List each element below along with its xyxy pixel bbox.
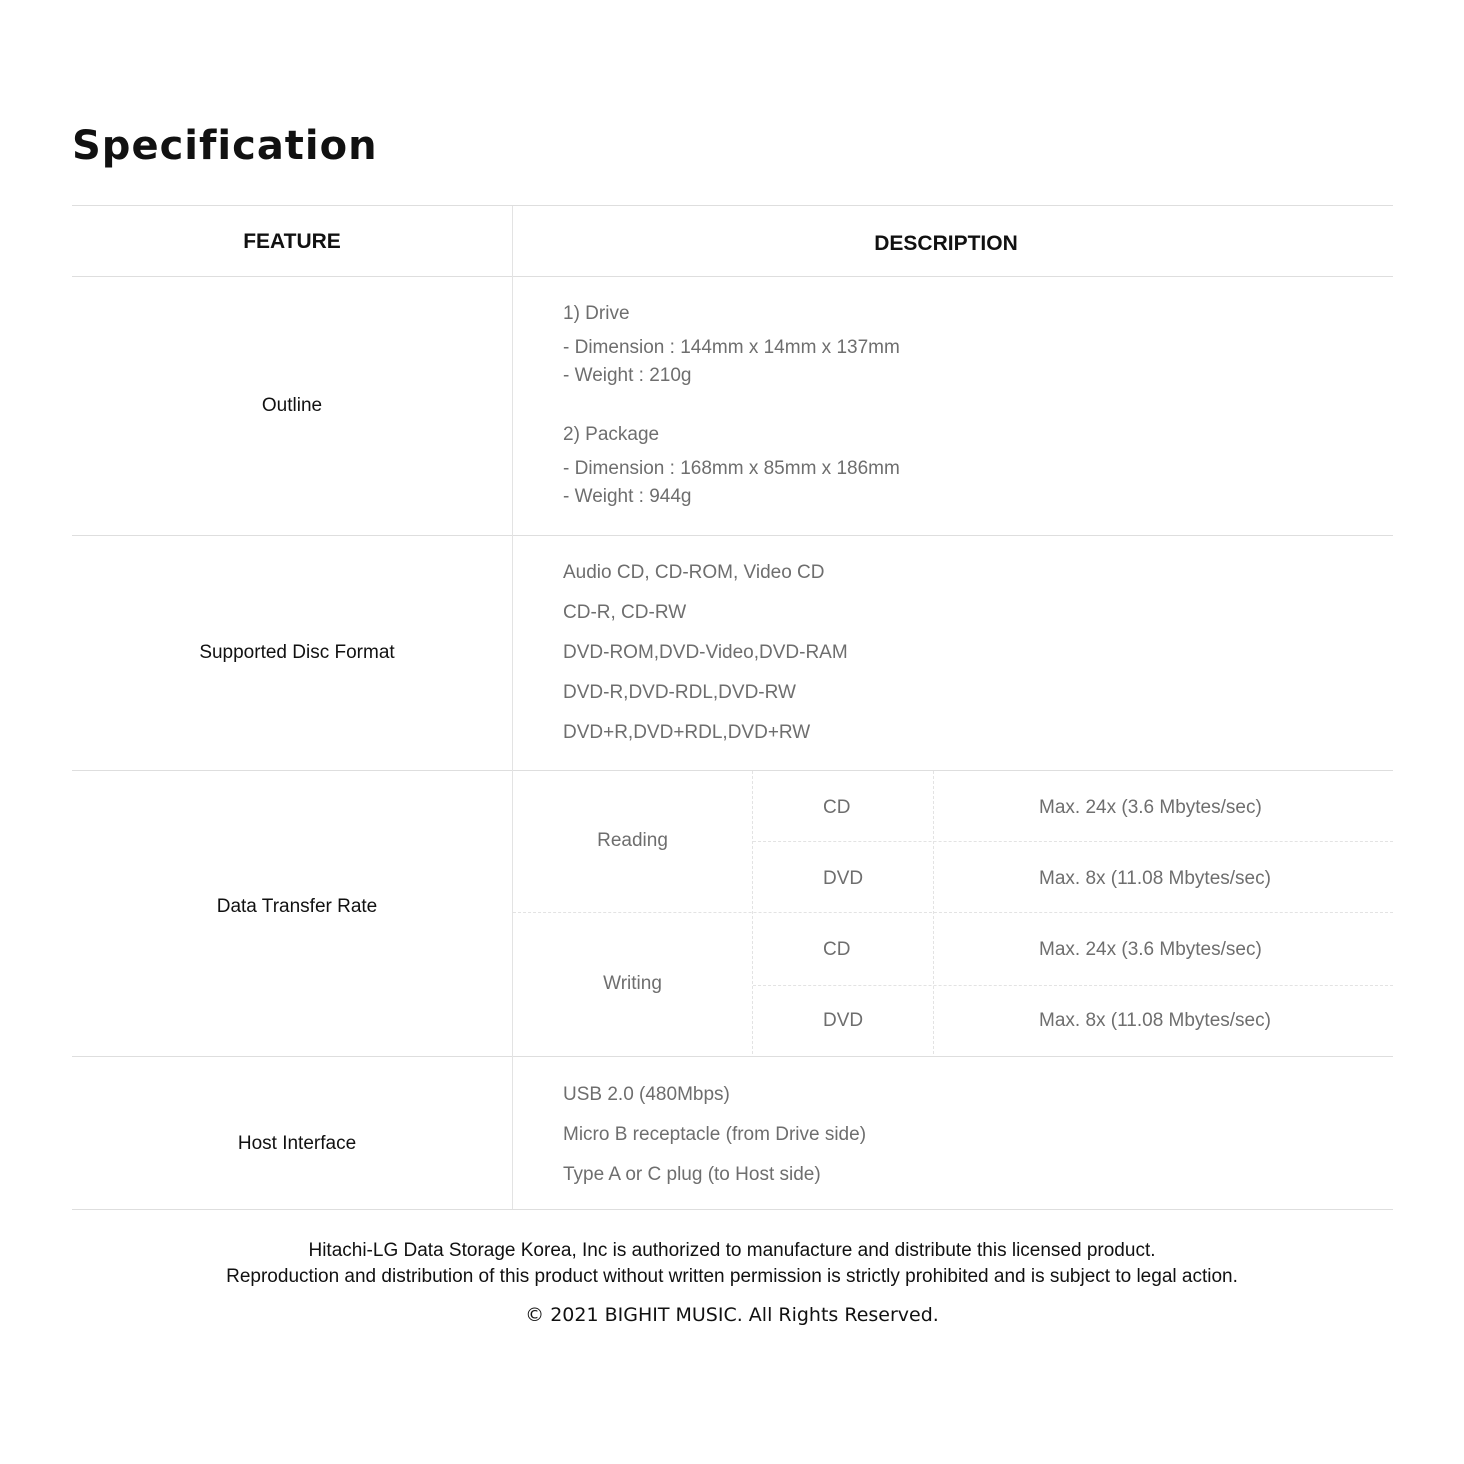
subtable-divider — [513, 912, 1393, 913]
list-item: DVD-ROM,DVD-Video,DVD-RAM — [563, 642, 848, 663]
mode-reading: Reading — [597, 830, 668, 851]
reproduction-notice: Reproduction and distribution of this product without written permission is strictly prohibited and is subject to legal action. — [226, 1266, 1238, 1287]
subtable-divider — [753, 985, 1393, 986]
mode-writing: Writing — [603, 973, 662, 994]
header-description: DESCRIPTION — [874, 232, 1018, 255]
page-title: Specification — [72, 123, 378, 169]
list-item: DVD-R,DVD-RDL,DVD-RW — [563, 682, 796, 703]
media-dvd: DVD — [823, 868, 864, 889]
table-top-border — [72, 205, 1393, 206]
header-divider — [72, 276, 1393, 277]
list-item: USB 2.0 (480Mbps) — [563, 1084, 730, 1105]
list-item: DVD+R,DVD+RDL,DVD+RW — [563, 722, 811, 743]
copyright-notice: © 2021 BIGHIT MUSIC. All Rights Reserved. — [525, 1304, 939, 1326]
list-item: - Weight : 210g — [563, 365, 692, 386]
list-item: - Dimension : 168mm x 85mm x 186mm — [563, 458, 900, 479]
row-divider — [72, 1056, 1393, 1057]
subtable-divider — [753, 841, 1393, 842]
table-bottom-border — [72, 1209, 1393, 1210]
list-item: - Weight : 944g — [563, 486, 692, 507]
media-cd: CD — [823, 797, 851, 818]
header-feature: FEATURE — [243, 230, 341, 253]
license-notice: Hitachi-LG Data Storage Korea, Inc is authorized to manufacture and distribute this licensed product. — [308, 1240, 1156, 1261]
media-cd: CD — [823, 939, 851, 960]
feature-data-transfer-rate: Data Transfer Rate — [216, 896, 378, 917]
speed-value: Max. 24x (3.6 Mbytes/sec) — [1039, 797, 1262, 818]
speed-value: Max. 8x (11.08 Mbytes/sec) — [1039, 1010, 1271, 1031]
speed-value: Max. 24x (3.6 Mbytes/sec) — [1039, 939, 1262, 960]
column-divider — [512, 206, 513, 1209]
row-divider — [72, 535, 1393, 536]
list-item: Micro B receptacle (from Drive side) — [563, 1124, 867, 1145]
feature-host-interface: Host Interface — [237, 1133, 357, 1154]
media-dvd: DVD — [823, 1010, 864, 1031]
feature-supported-disc-format: Supported Disc Format — [199, 642, 395, 663]
row-divider — [72, 770, 1393, 771]
list-item: - Dimension : 144mm x 14mm x 137mm — [563, 337, 900, 358]
list-item: Audio CD, CD-ROM, Video CD — [563, 562, 825, 583]
list-item: 1) Drive — [563, 303, 630, 324]
list-item: Type A or C plug (to Host side) — [563, 1164, 821, 1185]
feature-outline: Outline — [261, 395, 323, 416]
list-item: CD-R, CD-RW — [563, 602, 687, 623]
list-item: 2) Package — [563, 424, 660, 445]
speed-value: Max. 8x (11.08 Mbytes/sec) — [1039, 868, 1271, 889]
